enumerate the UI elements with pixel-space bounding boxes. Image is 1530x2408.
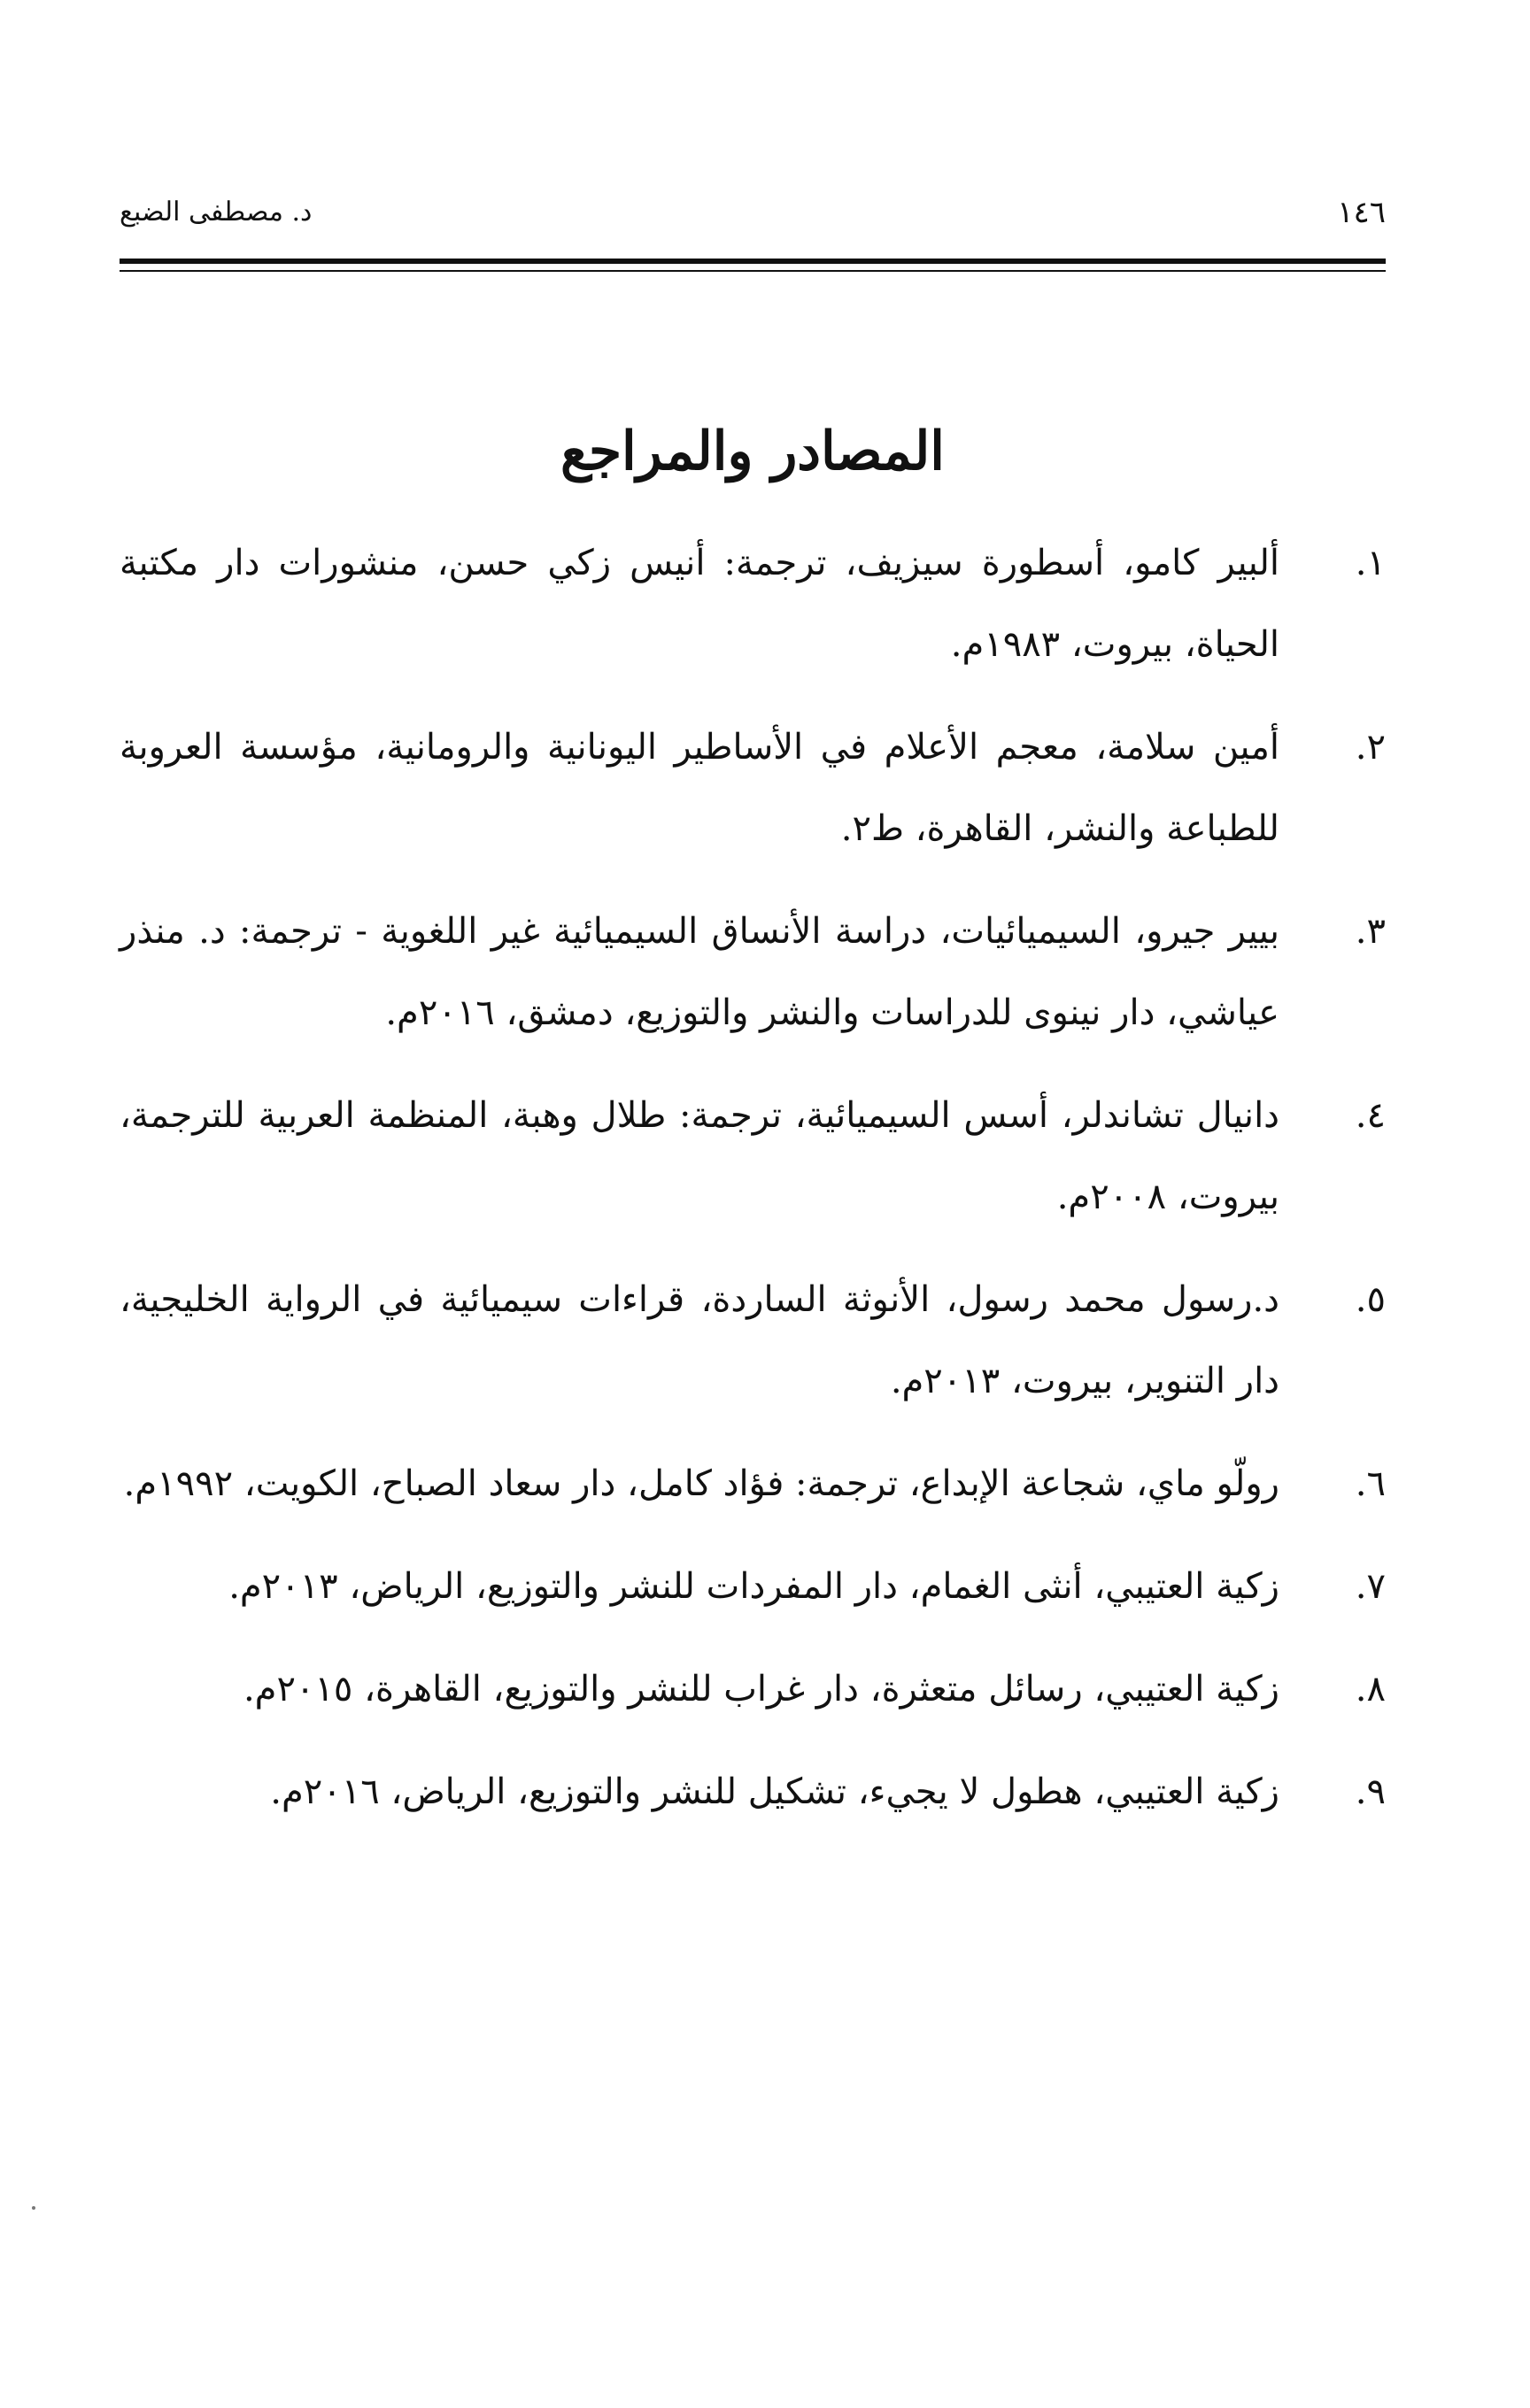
reference-text: زكية العتيبي، أنثى الغمام، دار المفردات للنشر والتوزيع، الرياض، ٢٠١٣م. xyxy=(228,1566,1279,1607)
reference-item xyxy=(120,1546,1386,1627)
reference-item xyxy=(120,891,1386,1054)
author-name: د. مصطفى الضبع xyxy=(120,197,313,228)
reference-number: ٨. xyxy=(1355,1669,1386,1710)
reference-item xyxy=(120,1751,1386,1833)
reference-text: رولّو ماي، شجاعة الإبداع، ترجمة: فؤاد كامل، دار سعاد الصباح، الكويت، ١٩٩٢م. xyxy=(123,1463,1279,1504)
header-rule-thin xyxy=(120,270,1386,272)
reference-number: ٥. xyxy=(1355,1279,1386,1320)
reference-item xyxy=(120,706,1386,869)
reference-number: ٧. xyxy=(1355,1566,1386,1607)
reference-text: ألبير كامو، أسطورة سيزيف، ترجمة: أنيس زكي حسن، منشورات دار مكتبة الحياة، بيروت، ١٩٨٣م. xyxy=(120,543,1279,665)
header-rule-thick xyxy=(120,259,1386,264)
reference-text: زكية العتيبي، رسائل متعثرة، دار غراب للنشر والتوزيع، القاهرة، ٢٠١٥م. xyxy=(243,1669,1279,1710)
reference-number: ٦. xyxy=(1355,1463,1386,1504)
section-title: المصادر والمراجع xyxy=(560,421,945,483)
reference-number: ٢. xyxy=(1355,727,1386,768)
reference-item xyxy=(120,1259,1386,1422)
reference-number: ٩. xyxy=(1355,1771,1386,1812)
reference-number: ١. xyxy=(1355,543,1386,583)
reference-number: ٣. xyxy=(1355,911,1386,952)
reference-text: د.رسول محمد رسول، الأنوثة الساردة، قراءات سيميائية في الرواية الخليجية، دار التنوير، بيروت، ٢٠١٣م. xyxy=(120,1279,1279,1401)
reference-item xyxy=(120,1648,1386,1730)
running-header xyxy=(120,190,1386,235)
reference-number: ٤. xyxy=(1355,1095,1386,1136)
reference-text: بيير جيرو، السيميائيات، دراسة الأنساق السيميائية غير اللغوية - ترجمة: د. منذر عياشي، دار نينوى للدراسات والنشر والتوزيع، دمشق، ٢٠١٦م. xyxy=(120,911,1279,1033)
page-number: ١٤٦ xyxy=(1337,195,1386,230)
references-list xyxy=(120,522,1386,1854)
margin-speck xyxy=(32,2206,35,2210)
reference-item xyxy=(120,522,1386,685)
reference-text: أمين سلامة، معجم الأعلام في الأساطير اليونانية والرومانية، مؤسسة العروبة للطباعة والنشر، القاهرة، ط٢. xyxy=(120,727,1279,849)
reference-text: دانيال تشاندلر، أسس السيميائية، ترجمة: طلال وهبة، المنظمة العربية للترجمة، بيروت، ٢٠٠٨م. xyxy=(120,1095,1279,1217)
reference-item xyxy=(120,1443,1386,1524)
reference-item xyxy=(120,1075,1386,1238)
reference-text: زكية العتيبي، هطول لا يجيء، تشكيل للنشر والتوزيع، الرياض، ٢٠١٦م. xyxy=(270,1771,1279,1812)
